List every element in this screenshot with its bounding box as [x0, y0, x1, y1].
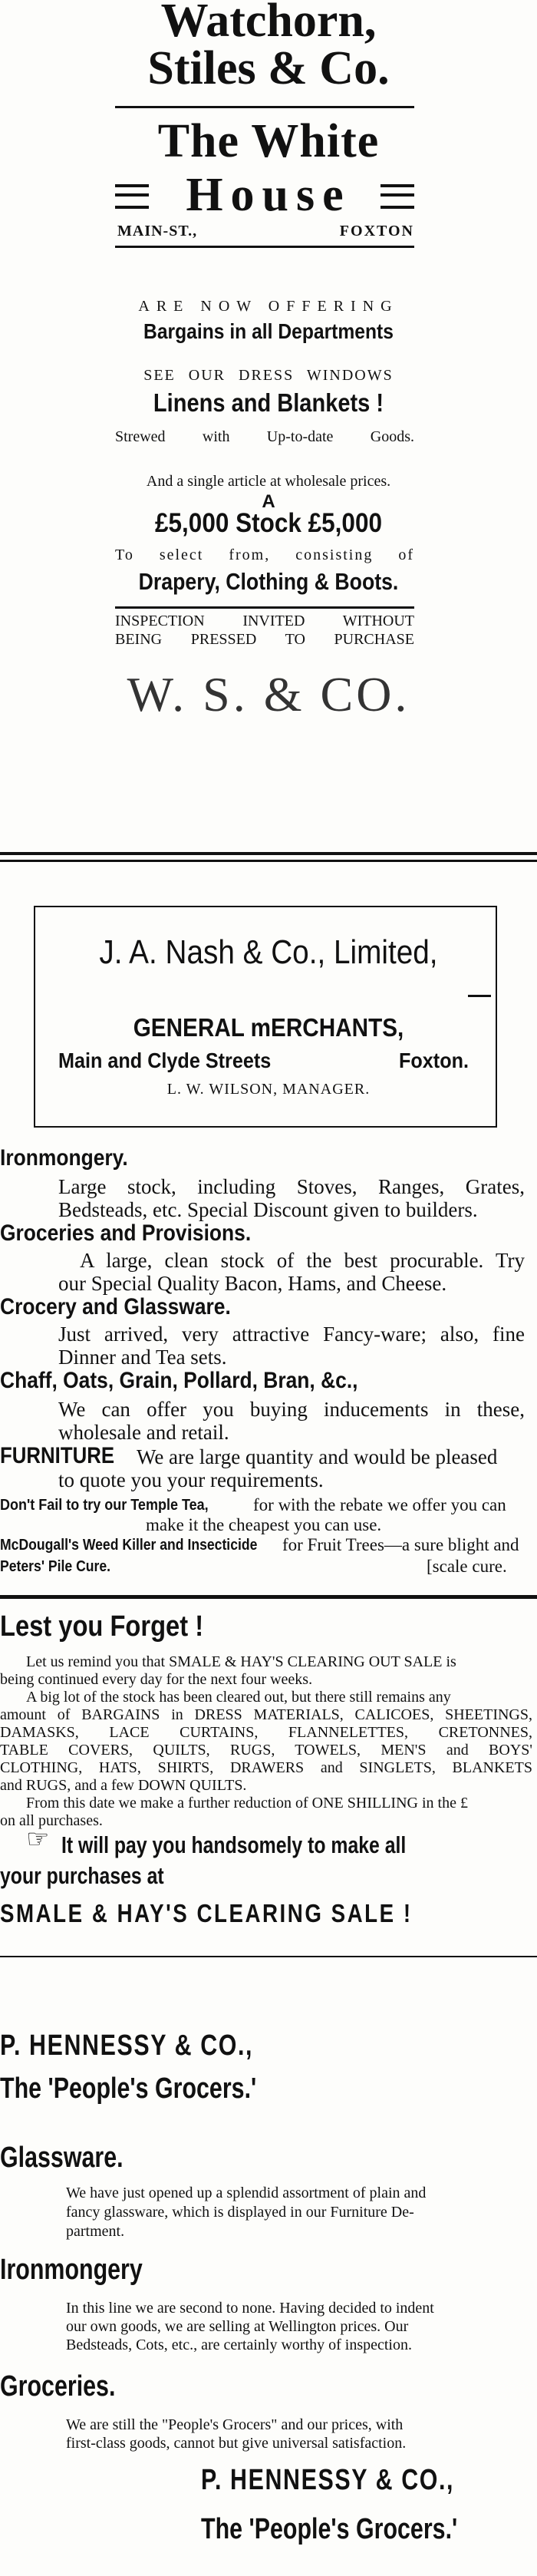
section-divider: [0, 1595, 537, 1599]
glassware-line1: We have just opened up a splendid assortment of plain and: [66, 2185, 427, 2201]
select-from: To select from, consisting of: [115, 547, 414, 563]
glassware-line3: partment.: [66, 2223, 125, 2240]
firm-name-line2: Stiles & Co.: [147, 42, 390, 94]
hennessy-firm: P. HENNESSY & CO.,: [0, 2029, 254, 2062]
groceries-line1: A large, clean stock of the best procurable. Try: [80, 1249, 525, 1272]
section-divider: [0, 1956, 537, 1957]
triple-bar-right: [381, 184, 414, 209]
strewed-line: Strewed with Up-to-date Goods.: [115, 428, 414, 445]
footer-firm: P. HENNESSY & CO.,: [201, 2464, 455, 2496]
stock-line3: DAMASKS, LACE CURTAINS, FLANNELETTES, CRETONNES,: [0, 1724, 532, 1741]
temple-tea-rest: for with the rebate we offer you can: [253, 1495, 506, 1514]
ironmongery-line2: Bedsteads, etc. Special Discount given to builders.: [58, 1198, 478, 1221]
ironmongery-heading-hennessy: Ironmongery: [0, 2254, 143, 2286]
ironmongery-text3: Bedsteads, Cots, etc., are certainly worthy of inspection.: [66, 2337, 412, 2353]
manager-line: L. W. WILSON, MANAGER.: [166, 1081, 371, 1098]
chaff-line2: wholesale and retail.: [58, 1421, 229, 1444]
footer-tagline: The 'People's Grocers.': [201, 2513, 458, 2545]
groceries-heading-hennessy: Groceries.: [0, 2370, 116, 2403]
inspection-line2: BEING PRESSED TO PURCHASE: [115, 631, 414, 648]
town-name: FOXTON: [339, 223, 414, 239]
temple-tea-bold: Don't Fail to try our Temple Tea,: [0, 1497, 209, 1514]
divider: [115, 606, 414, 609]
furniture-heading: FURNITURE: [0, 1443, 115, 1468]
groceries-text2: first-class goods, cannot but give universal satisfaction.: [66, 2435, 407, 2452]
nash-town: Foxton.: [399, 1049, 469, 1072]
store-name-line2: House: [186, 169, 351, 221]
groceries-line2: our Special Quality Bacon, Hams, and Cheese.: [58, 1272, 447, 1295]
furniture-line1: We are large quantity and would be pleased: [137, 1445, 498, 1468]
pay-line2: your purchases at: [0, 1862, 164, 1889]
streets-address: Main and Clyde Streets: [58, 1049, 272, 1072]
crockery-line2: Dinner and Tea sets.: [58, 1346, 227, 1369]
ironmongery-line1: Large stock, including Stoves, Ranges, Grates,: [58, 1175, 525, 1198]
divider: [115, 106, 414, 108]
general-merchants: GENERAL mERCHANTS,: [133, 1013, 404, 1042]
glassware-line2: fancy glassware, which is displayed in our Furniture De-: [66, 2204, 414, 2221]
stock-line1: A big lot of the stock has been cleared out, but there still remains any: [26, 1689, 451, 1706]
firm-name-line1: Watchorn,: [160, 0, 377, 47]
section-divider: [0, 860, 537, 862]
groceries-text1: We are still the "People's Grocers" and our prices, with: [66, 2416, 404, 2433]
furniture-line2: to quote you your requirements.: [58, 1468, 324, 1491]
weed-killer-bold: McDougall's Weed Killer and Insecticide: [0, 1537, 258, 1554]
see-windows: SEE OUR DRESS WINDOWS: [143, 367, 394, 384]
temple-tea-line2: make it the cheapest you can use.: [146, 1515, 382, 1534]
store-name-line1: The White: [157, 115, 380, 167]
firm-initials: W. S. & CO.: [127, 667, 410, 722]
letter-a: A: [262, 491, 275, 512]
groceries-heading: Groceries and Provisions.: [0, 1220, 252, 1246]
weed-killer-rest: for Fruit Trees—a sure blight and: [282, 1535, 519, 1554]
crockery-line1: Just arrived, very attractive Fancy-ware; also, fine: [58, 1323, 525, 1346]
divider: [115, 246, 414, 248]
ironmongery-heading: Ironmongery.: [0, 1145, 128, 1171]
crockery-heading: Crocery and Glassware.: [0, 1294, 231, 1319]
divider: [468, 995, 491, 997]
chaff-heading: Chaff, Oats, Grain, Pollard, Bran, &c.,: [0, 1368, 358, 1393]
drapery-heading: Drapery, Clothing & Boots.: [138, 568, 399, 595]
glassware-heading: Glassware.: [0, 2142, 124, 2174]
hennessy-tagline: The 'People's Grocers.': [0, 2072, 257, 2105]
chaff-line1: We can offer you buying inducements in these,: [58, 1398, 525, 1421]
section-divider: [0, 852, 537, 855]
pile-cure-rest: [scale cure.: [427, 1557, 507, 1576]
now-offering: ARE NOW OFFERING: [138, 298, 399, 315]
inspection-line1: INSPECTION INVITED WITHOUT: [115, 613, 414, 629]
linens-heading: Linens and Blankets !: [153, 388, 384, 417]
ironmongery-text2: our own goods, we are selling at Wellington prices. Our: [66, 2318, 409, 2335]
clearing-sale: SMALE & HAY'S CLEARING SALE !: [0, 1899, 413, 1927]
bargains-heading: Bargains in all Departments: [143, 319, 394, 343]
stock-line6: and RUGS, and a few DOWN QUILTS.: [0, 1777, 247, 1794]
stock-line4: TABLE COVERS, QUILTS, RUGS, TOWELS, MEN'S and BOYS': [0, 1742, 532, 1759]
pile-cure-bold: Peters' Pile Cure.: [0, 1558, 111, 1575]
nash-firm-name: J. A. Nash & Co., Limited,: [99, 933, 438, 971]
ironmongery-text1: In this line we are second to none. Having decided to indent: [66, 2300, 434, 2317]
stock-line5: CLOTHING, HATS, SHIRTS, DRAWERS and SINGLETS, BLANKETS: [0, 1759, 532, 1776]
remind-line1: Let us remind you that SMALE & HAY'S CLEARING OUT SALE is: [26, 1653, 456, 1670]
pay-line1: It will pay you handsomely to make all: [61, 1831, 407, 1858]
reduction-line2: on all purchases.: [0, 1812, 103, 1829]
remind-line2: being continued every day for the next four weeks.: [0, 1671, 313, 1688]
stock-heading: £5,000 Stock £5,000: [155, 508, 382, 538]
single-article: And a single article at wholesale prices.: [146, 473, 391, 490]
stock-line2: amount of BARGAINS in DRESS MATERIALS, CALICOES, SHEETINGS,: [0, 1706, 532, 1723]
reduction-line1: From this date we make a further reduction of ONE SHILLING in the £: [26, 1795, 468, 1811]
lest-you-forget: Lest you Forget !: [0, 1610, 204, 1643]
pointing-hand-icon: ☞: [26, 1824, 50, 1854]
street-address: MAIN-ST.,: [117, 223, 198, 239]
